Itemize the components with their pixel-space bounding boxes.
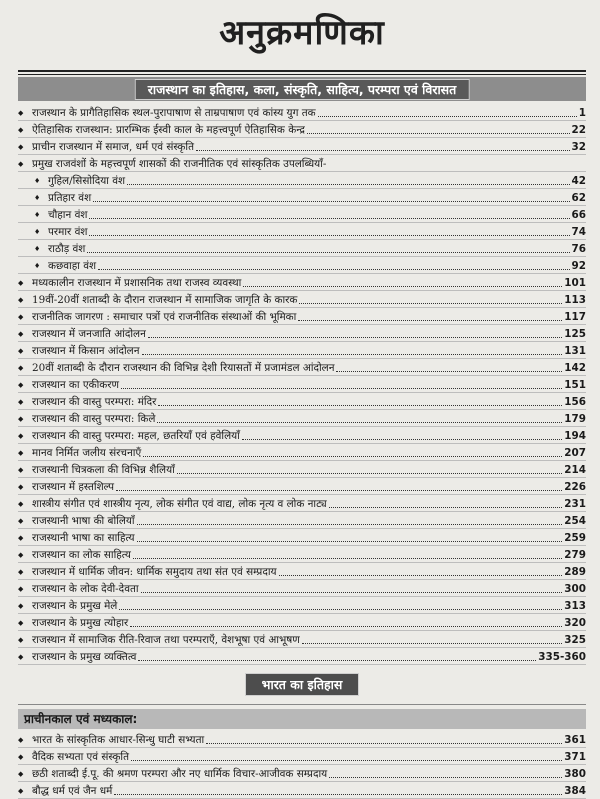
toc-page-number: 151 xyxy=(564,379,586,391)
toc-entry-title: बौद्ध धर्म एवं जैन धर्म xyxy=(32,785,113,797)
bullet-icon: ◆ xyxy=(18,753,24,761)
toc-subentry xyxy=(18,189,586,206)
toc-entry xyxy=(18,393,586,410)
leader-dots xyxy=(318,116,577,117)
leader-dots xyxy=(127,184,569,185)
bullet-icon: ◆ xyxy=(18,449,24,457)
toc-page-number: 259 xyxy=(564,532,586,544)
toc-entry xyxy=(18,155,586,172)
toc-entry-title: राजस्थानी भाषा की बोलियाँ xyxy=(32,515,135,527)
toc-entry-title: 20वीं शताब्दी के दौरान राजस्थान की विभिन्न देशी रियासतों में प्रजामंडल आंदोलन xyxy=(32,362,335,374)
toc-entry xyxy=(18,138,586,155)
toc-entry-title: राजस्थान के लोक देवी-देवता xyxy=(32,583,139,595)
bullet-icon: ◆ xyxy=(18,736,24,744)
toc-entry xyxy=(18,478,586,495)
toc-entry xyxy=(18,342,586,359)
toc-entry xyxy=(18,291,586,308)
toc-entry xyxy=(18,731,586,748)
toc-entry xyxy=(18,376,586,393)
title-divider xyxy=(18,70,586,75)
toc-page-number: 74 xyxy=(571,226,586,238)
toc-page-number: 125 xyxy=(564,328,586,340)
toc-entry-title: राजस्थान में धार्मिक जीवन: धार्मिक समुदाय तथा संत एवं सम्प्रदाय xyxy=(32,566,277,578)
toc-page-number: 384 xyxy=(564,785,586,797)
toc-page-number: 113 xyxy=(564,294,586,306)
leader-dots xyxy=(302,643,562,644)
bullet-icon: ◆ xyxy=(18,415,24,423)
toc-entry xyxy=(18,104,586,121)
bullet-icon: ◆ xyxy=(18,279,24,287)
toc-entry-title: गुहिल/सिसोदिया वंश xyxy=(48,175,126,187)
toc-page-number: 226 xyxy=(564,481,586,493)
leader-dots xyxy=(329,507,563,508)
bullet-icon: ◆ xyxy=(18,398,24,406)
section-heading-rajasthan: राजस्थान का इतिहास, कला, संस्कृति, साहित्य, परम्परा एवं विरासत xyxy=(135,79,470,100)
toc-entry-title: ऐतिहासिक राजस्थान: प्रारम्भिक ईस्वी काल के महत्त्वपूर्ण ऐतिहासिक केन्द्र xyxy=(32,124,305,136)
toc-entry-title: 19वीं-20वीं शताब्दी के दौरान राजस्थान में सामाजिक जागृति के कारक xyxy=(32,294,298,306)
leader-dots xyxy=(98,269,569,270)
leader-dots xyxy=(243,286,562,287)
bullet-icon: ◆ xyxy=(18,568,24,576)
toc-entry xyxy=(18,461,586,478)
bullet-icon: ◆ xyxy=(18,483,24,491)
toc-entry xyxy=(18,631,586,648)
toc-page-number: 117 xyxy=(564,311,586,323)
toc-page-number: 371 xyxy=(564,751,586,763)
toc-entry xyxy=(18,782,586,799)
toc-entry-title: राजस्थान में जनजाति आंदोलन xyxy=(32,328,146,340)
toc-subentry xyxy=(18,257,586,274)
leader-dots xyxy=(142,354,563,355)
bullet-icon: ♦ xyxy=(34,211,41,219)
toc-entry xyxy=(18,274,586,291)
toc-page-number: 279 xyxy=(564,549,586,561)
toc-entry-title: प्रमुख राजवंशों के महत्त्वपूर्ण शासकों की राजनीतिक एवं सांस्कृतिक उपलब्धियाँ- xyxy=(32,158,327,170)
toc-entry-title: परमार वंश xyxy=(48,226,88,238)
bullet-icon: ♦ xyxy=(34,177,41,185)
toc-subentry xyxy=(18,240,586,257)
toc-page-number: 142 xyxy=(564,362,586,374)
toc-page-number: 214 xyxy=(564,464,586,476)
toc-page-number: 32 xyxy=(571,141,586,153)
toc-entry xyxy=(18,597,586,614)
toc-entry-title: राजस्थानी भाषा का साहित्य xyxy=(32,532,135,544)
bullet-icon: ◆ xyxy=(18,296,24,304)
leader-dots xyxy=(158,405,562,406)
bullet-icon: ◆ xyxy=(18,653,24,661)
leader-dots xyxy=(119,609,562,610)
bullet-icon: ◆ xyxy=(18,636,24,644)
bullet-icon: ◆ xyxy=(18,500,24,508)
leader-dots xyxy=(131,760,562,761)
toc-page-number: 1 xyxy=(578,107,586,119)
bullet-icon: ◆ xyxy=(18,126,24,134)
toc-entry-title: राजस्थान के प्रमुख त्योहार xyxy=(32,617,129,629)
bullet-icon: ♦ xyxy=(34,245,41,253)
leader-dots xyxy=(242,439,562,440)
bullet-icon: ◆ xyxy=(18,347,24,355)
leader-dots xyxy=(114,794,562,795)
toc-entry-title: राजस्थान का लोक साहित्य xyxy=(32,549,131,561)
toc-entry-title: प्रतिहार वंश xyxy=(48,192,92,204)
toc-page-number: 289 xyxy=(564,566,586,578)
toc-entry xyxy=(18,512,586,529)
toc-entry xyxy=(18,563,586,580)
toc-entry xyxy=(18,121,586,138)
toc-entry xyxy=(18,648,586,665)
toc-entry-title: राठौड़ वंश xyxy=(48,243,86,255)
bullet-icon: ◆ xyxy=(18,517,24,525)
toc-subentry xyxy=(18,223,586,240)
toc-entry-title: राजस्थानी चित्रकला की विभिन्न शैलियाँ xyxy=(32,464,175,476)
toc-entry xyxy=(18,580,586,597)
bullet-icon: ◆ xyxy=(18,432,24,440)
toc-subentry xyxy=(18,206,586,223)
toc-entry-title: राजस्थान में हस्तशिल्प xyxy=(32,481,114,493)
toc-page-number: 254 xyxy=(564,515,586,527)
toc-entry-title: राजस्थान का एकीकरण xyxy=(32,379,120,391)
toc-entry xyxy=(18,410,586,427)
leader-dots xyxy=(89,235,569,236)
toc-entry xyxy=(18,546,586,563)
bullet-icon: ♦ xyxy=(34,194,41,202)
toc-page-number: 361 xyxy=(564,734,586,746)
toc-page-number: 194 xyxy=(564,430,586,442)
leader-dots xyxy=(138,660,536,661)
bullet-icon: ◆ xyxy=(18,160,24,168)
toc-page-number: 380 xyxy=(564,768,586,780)
toc-page-number: 300 xyxy=(564,583,586,595)
toc-entry xyxy=(18,444,586,461)
toc-entry-title: राजस्थान की वास्तु परम्परा: मंदिर xyxy=(32,396,157,408)
toc-list-rajasthan xyxy=(18,104,586,665)
bullet-icon: ◆ xyxy=(18,364,24,372)
toc-page-number: 66 xyxy=(571,209,586,221)
toc-entry-title: चौहान वंश xyxy=(48,209,88,221)
leader-dots xyxy=(307,133,570,134)
leader-dots xyxy=(143,456,562,457)
bullet-icon: ◆ xyxy=(18,551,24,559)
toc-list-india xyxy=(18,731,586,799)
leader-dots xyxy=(87,252,569,253)
toc-entry xyxy=(18,427,586,444)
bullet-icon: ♦ xyxy=(34,262,41,270)
leader-dots xyxy=(177,473,562,474)
toc-page-number: 325 xyxy=(564,634,586,646)
bullet-icon: ◆ xyxy=(18,534,24,542)
toc-page-number: 101 xyxy=(564,277,586,289)
toc-entry-title: भारत के सांस्कृतिक आधार-सिन्धु घाटी सभ्यता xyxy=(32,734,205,746)
toc-entry xyxy=(18,748,586,765)
bullet-icon: ◆ xyxy=(18,143,24,151)
toc-subentry xyxy=(18,172,586,189)
toc-entry xyxy=(18,308,586,325)
section-banner-rajasthan xyxy=(18,77,586,101)
toc-entry xyxy=(18,765,586,782)
toc-page-number: 313 xyxy=(564,600,586,612)
toc-entry-title: राजस्थान की वास्तु परम्परा: किले xyxy=(32,413,156,425)
toc-page-number: 231 xyxy=(564,498,586,510)
toc-entry xyxy=(18,614,586,631)
toc-page-number: 156 xyxy=(564,396,586,408)
leader-dots xyxy=(141,592,563,593)
section-heading-india: भारत का इतिहास xyxy=(245,673,360,696)
bullet-icon: ◆ xyxy=(18,787,24,795)
toc-entry xyxy=(18,495,586,512)
leader-dots xyxy=(93,201,569,202)
page-title: अनुक्रमणिका xyxy=(219,13,385,53)
toc-page-number: 62 xyxy=(571,192,586,204)
toc-entry-title: मानव निर्मित जलीय संरचनाएँ xyxy=(32,447,142,459)
toc-entry xyxy=(18,529,586,546)
toc-entry-title: मध्यकालीन राजस्थान में प्रशासनिक तथा राजस्व व्यवस्था xyxy=(32,277,242,289)
toc-entry-title: प्राचीन राजस्थान में समाज, धर्म एवं संस्कृति xyxy=(32,141,194,153)
leader-dots xyxy=(206,743,562,744)
toc-page-number: 207 xyxy=(564,447,586,459)
bullet-icon: ♦ xyxy=(34,228,41,236)
leader-dots xyxy=(157,422,562,423)
toc-entry-title: कछवाहा वंश xyxy=(48,260,97,272)
leader-dots xyxy=(196,150,570,151)
leader-dots xyxy=(299,303,562,304)
toc-entry-title: राजस्थान के प्रमुख मेले xyxy=(32,600,118,612)
bullet-icon: ◆ xyxy=(18,313,24,321)
toc-page-number: 320 xyxy=(564,617,586,629)
bullet-icon: ◆ xyxy=(18,585,24,593)
leader-dots xyxy=(116,490,562,491)
bullet-icon: ◆ xyxy=(18,619,24,627)
leader-dots xyxy=(279,575,563,576)
toc-page-number: 42 xyxy=(571,175,586,187)
toc-page-number: 22 xyxy=(571,124,586,136)
toc-entry-title: शास्त्रीय संगीत एवं शास्त्रीय नृत्य, लोक संगीत एवं वाद्य, लोक नृत्य व लोक नाट्य xyxy=(32,498,327,510)
toc-entry-title: छठी शताब्दी ई.पू. की श्रमण परम्परा और नए धार्मिक विचार-आजीवक सम्प्रदाय xyxy=(32,768,328,780)
toc-page-number: 76 xyxy=(571,243,586,255)
toc-page-number: 92 xyxy=(571,260,586,272)
toc-entry-title: राजस्थान की वास्तु परम्परा: महल, छतरियाँ एवं हवेलियाँ xyxy=(32,430,240,442)
toc-page-number: 131 xyxy=(564,345,586,357)
bullet-icon: ◆ xyxy=(18,466,24,474)
section-banner-india xyxy=(18,665,586,705)
bullet-icon: ◆ xyxy=(18,770,24,778)
toc-entry-title: राजस्थान में किसान आंदोलन xyxy=(32,345,140,357)
leader-dots xyxy=(89,218,569,219)
leader-dots xyxy=(137,541,563,542)
toc-entry-title: राजस्थान में सामाजिक रीति-रिवाज तथा परम्पराएँ, वेशभूषा एवं आभूषण xyxy=(32,634,300,646)
leader-dots xyxy=(329,777,562,778)
bullet-icon: ◆ xyxy=(18,602,24,610)
leader-dots xyxy=(336,371,562,372)
toc-page-number: 179 xyxy=(564,413,586,425)
leader-dots xyxy=(298,320,562,321)
subheading-ancient-medieval: प्राचीनकाल एवं मध्यकाल: xyxy=(18,709,586,729)
toc-entry xyxy=(18,359,586,376)
toc-page-number: 335-360 xyxy=(538,651,586,663)
leader-dots xyxy=(130,626,562,627)
toc-entry-title: राजस्थान के प्रमुख व्यक्तित्व xyxy=(32,651,137,663)
leader-dots xyxy=(137,524,563,525)
toc-entry xyxy=(18,325,586,342)
toc-entry-title: वैदिक सभ्यता एवं संस्कृति xyxy=(32,751,130,763)
bullet-icon: ◆ xyxy=(18,381,24,389)
leader-dots xyxy=(121,388,562,389)
toc-entry-title: राजस्थान के प्रागैतिहासिक स्थल-पुरापाषाण से ताम्रपाषाण एवं कांस्य युग तक xyxy=(32,107,316,119)
leader-dots xyxy=(133,558,562,559)
leader-dots xyxy=(148,337,562,338)
toc-entry-title: राजनीतिक जागरण : समाचार पत्रों एवं राजनीतिक संस्थाओं की भूमिका xyxy=(32,311,297,323)
bullet-icon: ◆ xyxy=(18,330,24,338)
bullet-icon: ◆ xyxy=(18,109,24,117)
